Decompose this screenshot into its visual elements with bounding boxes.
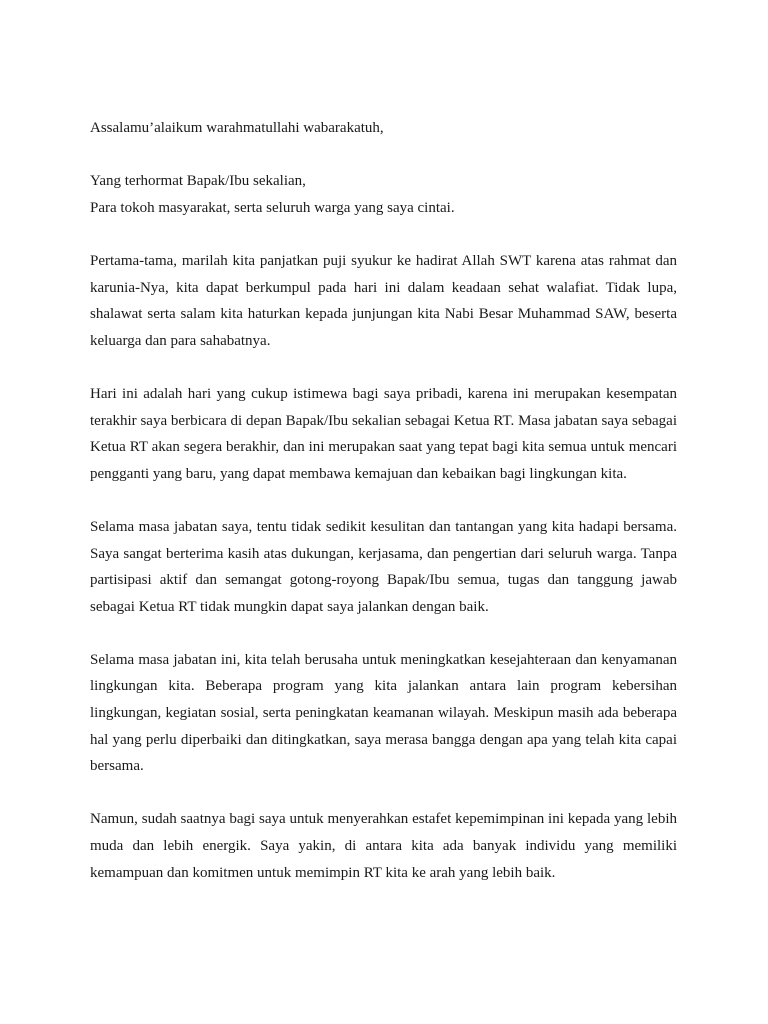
salutation-line-1: Yang terhormat Bapak/Ibu sekalian, [90,173,306,190]
paragraph-achievements: Selama masa jabatan ini, kita telah berusaha untuk meningkatkan kesejahteraan dan kenyamanan lingkungan kita. Beberapa program yang kita jalankan antara lain program kebersihan lingkungan, kegiatan sosial, serta peningkatan keamanan wilayah. Meskipun masih ada beberapa hal yang perlu diperbaiki dan ditingkatkan, saya merasa bangga dengan apa yang telah kita capai bersama. [90,651,677,775]
salutation-line-2: Para tokoh masyarakat, serta seluruh warga yang saya cintai. [90,199,455,216]
paragraph-handover: Namun, sudah saatnya bagi saya untuk menyerahkan estafet kepemimpinan ini kepada yang lebih muda dan lebih energik. Saya yakin, di antara kita ada banyak individu yang memiliki kemampuan dan komitmen untuk memimpin RT kita ke arah yang lebih baik. [90,811,677,881]
document-page [90,115,677,913]
paragraph-gratitude: Selama masa jabatan saya, tentu tidak sedikit kesulitan dan tantangan yang kita hadapi bersama. Saya sangat berterima kasih atas dukungan, kerjasama, dan pengertian dari seluruh warga. Tanpa partisipasi aktif dan semangat gotong-royong Bapak/Ibu semua, tugas dan tanggung jawab sebagai Ketua RT tidak mungkin dapat saya jalankan dengan baik. [90,518,677,615]
paragraph-farewell: Hari ini adalah hari yang cukup istimewa bagi saya pribadi, karena ini merupakan kesempatan terakhir saya berbicara di depan Bapak/Ibu sekalian sebagai Ketua RT. Masa jabatan saya sebagai Ketua RT akan segera berakhir, dan ini merupakan saat yang tepat bagi kita semua untuk mencari pengganti yang baru, yang dapat membawa kemajuan dan kebaikan bagi lingkungan kita. [90,385,677,482]
paragraph-opening: Pertama-tama, marilah kita panjatkan puji syukur ke hadirat Allah SWT karena atas rahmat dan karunia-Nya, kita dapat berkumpul pada hari ini dalam keadaan sehat walafiat. Tidak lupa, shalawat serta salam kita haturkan kepada junjungan kita Nabi Besar Muhammad SAW, beserta keluarga dan para sahabatnya. [90,252,677,349]
greeting: Assalamu’alaikum warahmatullahi wabarakatuh, [90,120,384,136]
salutation [90,168,677,221]
